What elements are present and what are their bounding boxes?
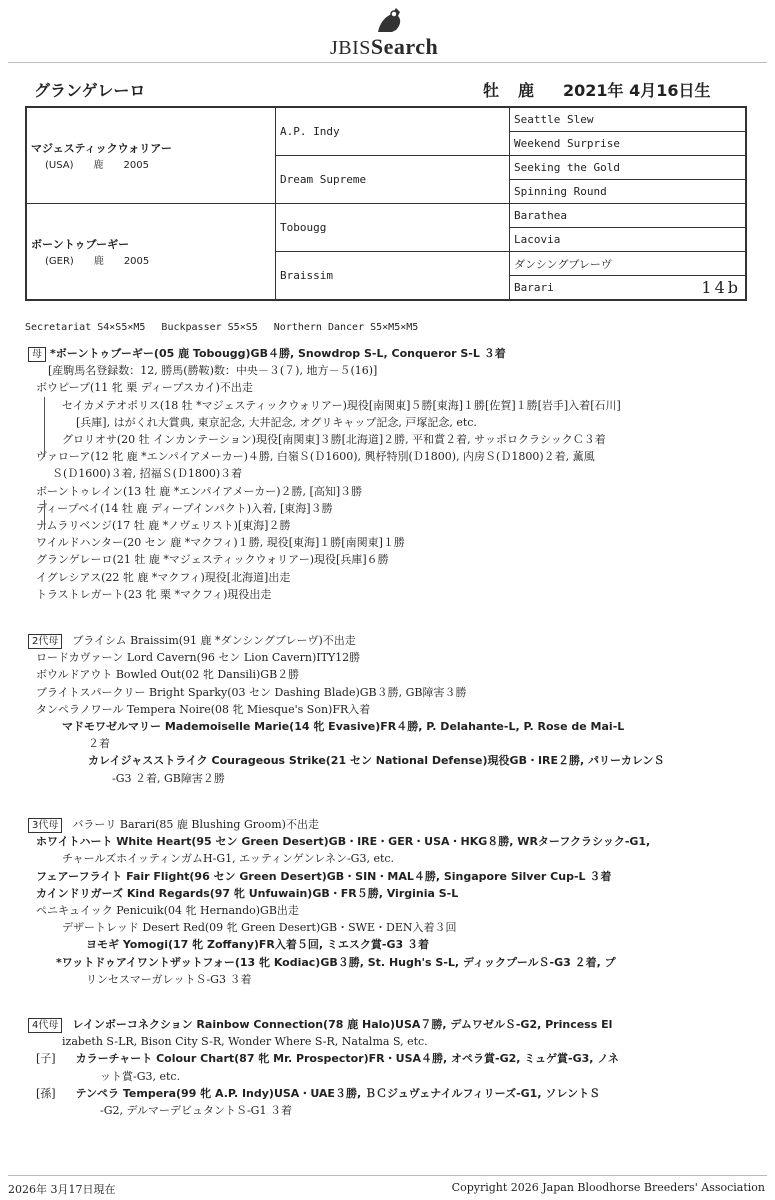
family-line: マドモワゼルマリー Mademoiselle Marie(14 牝 Evasive)FR４勝, P. Delahante-L, P. Rose de Mai-L [62, 720, 625, 734]
family-line: チャールズホイッティンガムH-G1, エッティンゲンレネン-G3, etc. [62, 852, 395, 866]
pedigree-gen3[interactable]: Lacovia [510, 228, 747, 252]
family-line: ブライシム Braissim(91 鹿 *ダンシングブレーヴ)不出走 [72, 634, 356, 647]
family-line: ヴァローア(12 牝 鹿 *エンパイアメーカー)４勝, 白嶺Ｓ(Ｄ1600), 興杼特別(Ｄ1800), 内房Ｓ(Ｄ1800)２着, 薫風 [36, 450, 595, 464]
family-line: *ボーントゥブーギー(05 鹿 Tobougg)GB４勝, Snowdrop S-L, Conqueror S-L ３着 [50, 347, 506, 360]
family-line: ット賞-G3, etc. [100, 1069, 181, 1083]
family-line: レインボーコネクション Rainbow Connection(78 鹿 Halo)USA７勝, デムワゼルＳ-G2, Princess El [72, 1018, 613, 1031]
family-line: カラーチャート Colour Chart(87 牝 Mr. Prospector)FR・USA４勝, オペラ賞-G2, ミュゲ賞-G3, ノネ [75, 1052, 619, 1066]
logo-text-jbis: JBIS [330, 37, 371, 59]
family-line: デザートレッド Desert Red(09 牝 Green Desert)GB・SWE・DEN入着３回 [62, 921, 457, 935]
family-line: トラストレガート(23 牝 栗 *マクフィ)現役出走 [36, 587, 272, 601]
family-line: ホワイトハート White Heart(95 セン Green Desert)GB・IRE・GER・USA・HKG８勝, WRターフクラシック-G1, [36, 835, 651, 849]
family-line: リンセスマーガレットＳ-G3 ３着 [86, 972, 252, 986]
family-line: タンペラノワール Tempera Noire(08 牝 Miesque's Son)FR入着 [36, 702, 371, 716]
grandchild-label: [孫] [36, 1086, 56, 1100]
family-line: ペニキュイック Penicuik(04 牝 Hernando)GB出走 [36, 904, 299, 918]
fourth-dam-section [28, 1016, 728, 1119]
family-line: セイカメテオポリス(18 牡 *マジェスティックウォリアー)現役[南関東]５勝[東海]１勝[佐賀]１勝[岩手]入着[石川] [62, 398, 621, 412]
horse-coat: 鹿 [518, 81, 535, 100]
family-line: カインドリガーズ Kind Regards(97 牝 Unfuwain)GB・FR５勝, Virginia S-L [36, 886, 459, 900]
family-line: *ワットドゥアイワントザットフォー(13 牝 Kodiac)GB３勝, St. Hugh's S-L, ディックプールＳ-G3 ２着, プ [56, 955, 616, 969]
family-line: ヨモギ Yomogi(17 牝 Zoffany)FR入着５回, ミエスク賞-G3 ３着 [86, 938, 429, 952]
pedigree-gen3[interactable]: Seattle Slew [510, 107, 747, 132]
section-tag: 母 [28, 347, 46, 362]
family-line: ボウルドアウト Bowled Out(02 牝 Dansili)GB２勝 [36, 668, 300, 682]
family-line: グロリオサ(20 牡 インカンテーション)現役[南関東]３勝[北海道]２勝, 平和賞２着, サッポロクラシックＣ３着 [62, 433, 606, 447]
dam-info: (GER) 鹿 2005 [45, 256, 150, 267]
pedigree-dam-dam[interactable]: Braissim [276, 252, 510, 301]
family-line: ブライトスパークリー Bright Sparky(03 セン Dashing Blade)GB３勝, GB障害３勝 [36, 685, 467, 699]
family-line: ナムラリベンジ(17 牡 鹿 *ノヴェリスト)[東海]２勝 [36, 519, 291, 533]
family-line: グランゲレーロ(21 牡 鹿 *マジェスティックウォリアー)現役[兵庫]６勝 [36, 553, 389, 567]
footer-date: 2026年 3月17日現在 [8, 1183, 116, 1196]
pedigree-dam-sire[interactable]: Tobougg [276, 204, 510, 252]
family-line: ロードカヴァーン Lord Cavern(96 セン Lion Cavern)ITY12勝 [36, 651, 361, 665]
family-line: ワイルドハンター(20 セン 鹿 *マクフィ)１勝, 現役[東海]１勝[南関東]１勝 [36, 536, 405, 550]
family-line: -G2, デルマーデビュタントＳ-G1 ３着 [100, 1104, 292, 1118]
pedigree-sire[interactable] [26, 107, 276, 204]
family-line: [兵庫], はがくれ大賞典, 東京記念, 大井記念, オグリキャップ記念, 戸塚記念, etc. [76, 415, 477, 429]
footer-copyright: Copyright 2026 Japan Bloodhorse Breeders' Association [451, 1181, 765, 1194]
tree-line [44, 500, 45, 530]
horse-sex: 牡 [483, 81, 500, 100]
logo-text-search: Search [370, 34, 439, 59]
tree-line [44, 397, 45, 457]
section-tag: 4代母 [28, 1018, 62, 1033]
family-line: [産駒馬名登録数：12, 勝馬(勝鞍)数：中央－３(７), 地方－５(16)] [48, 364, 378, 378]
family-line: izabeth S-LR, Bison City S-R, Wonder Where S-R, Natalma S, etc. [62, 1035, 428, 1049]
pedigree-sire-sire[interactable]: A.P. Indy [276, 107, 510, 156]
pedigree-gen3[interactable]: Barathea [510, 204, 747, 228]
horse-birthdate: 2021年 4月16日生 [563, 81, 711, 100]
horse-logo-icon [370, 6, 410, 36]
family-line: ボウピープ(11 牝 栗 ディープスカイ)不出走 [36, 381, 253, 395]
pedigree-dam[interactable] [26, 204, 276, 301]
family-line: テンペラ Tempera(99 牝 A.P. Indy)USA・UAE３勝, ＢＣジュヴェナイルフィリーズ-G1, ソレントＳ [75, 1086, 601, 1100]
family-line: Ｓ(Ｄ1600)３着, 招福Ｓ(Ｄ1800)３着 [52, 467, 243, 481]
family-line: フェアーフライト Fair Flight(96 セン Green Desert)GB・SIN・MAL４勝, Singapore Silver Cup-L ３着 [36, 869, 612, 883]
header-divider [8, 62, 767, 63]
pedigree-gen3[interactable]: Seeking the Gold [510, 156, 747, 180]
section-tag: 3代母 [28, 818, 62, 833]
horse-name: グランゲレーロ [34, 81, 146, 100]
second-dam-section [28, 632, 728, 787]
pedigree-gen3[interactable]: ダンシングブレーヴ [510, 252, 747, 276]
family-line: ボーントゥレイン(13 牡 鹿 *エンパイアメーカー)２勝, [高知]３勝 [36, 484, 363, 498]
sire-info: (USA) 鹿 2005 [45, 160, 149, 171]
dam-name: ボーントゥブーギー [31, 238, 130, 251]
offspring-label: [子] [36, 1052, 56, 1066]
pedigree-gen3[interactable]: Weekend Surprise [510, 132, 747, 156]
third-dam-section [28, 816, 728, 988]
sire-name: マジェスティックウォリアー [31, 142, 172, 155]
family-line: カレイジャスストライク Courageous Strike(21 セン National Defense)現役GB・IRE２勝, パリーカレンＳ [88, 754, 665, 768]
family-number: 14b [701, 278, 741, 297]
section-tag: 2代母 [28, 634, 62, 649]
logo-text [330, 34, 438, 60]
family-line: バラーリ Barari(85 鹿 Blushing Groom)不出走 [72, 818, 319, 831]
dam-section [28, 345, 728, 603]
family-line: ２着 [88, 737, 110, 751]
pedigree-gen3-last[interactable] [510, 276, 747, 301]
jbis-logo[interactable] [320, 6, 470, 59]
footer-divider [8, 1175, 767, 1176]
pedigree-sire-dam[interactable]: Dream Supreme [276, 156, 510, 204]
pedigree-table [25, 106, 747, 301]
family-line: ディープベイ(14 牡 鹿 ディープインパクト)入着, [東海]３勝 [36, 501, 333, 515]
pedigree-gen3-name: Barari [514, 281, 554, 294]
family-line: イグレシアス(22 牝 鹿 *マクフィ)現役[北海道]出走 [36, 570, 291, 584]
inbreeding-info: Secretariat S4×S5×M5 Buckpasser S5×S5 Northern Dancer S5×M5×M5 [25, 322, 419, 333]
family-line: -G3 ２着, GB障害２勝 [112, 771, 225, 785]
pedigree-gen3[interactable]: Spinning Round [510, 180, 747, 204]
horse-title-row [28, 78, 748, 102]
